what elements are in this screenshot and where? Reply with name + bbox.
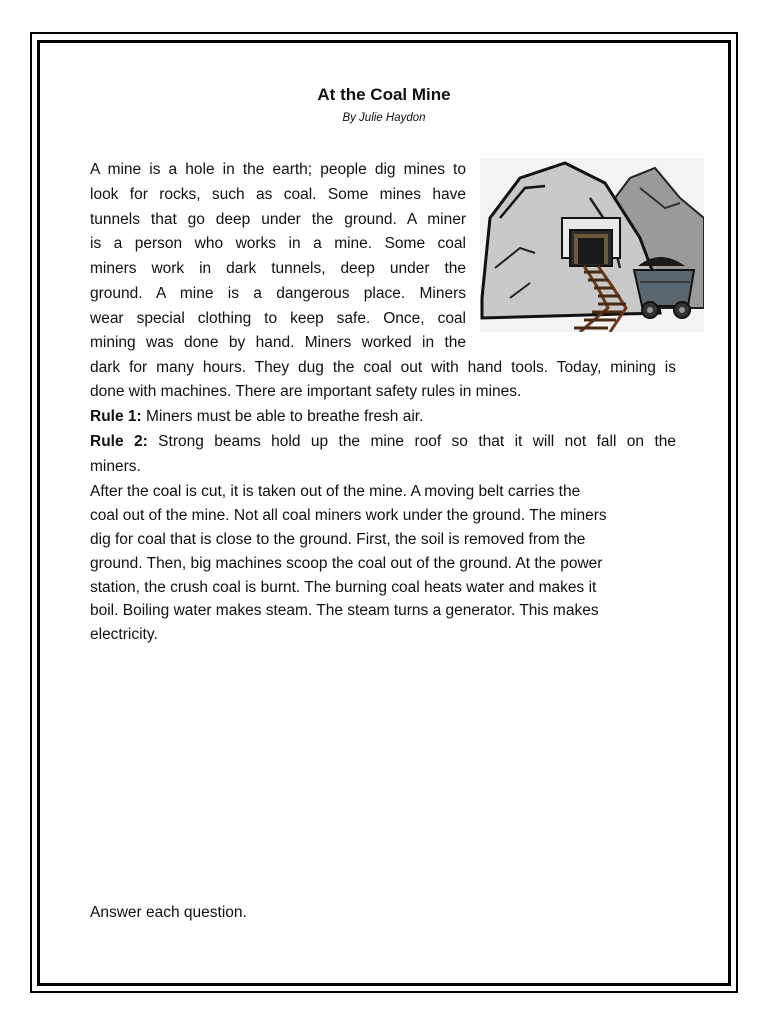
paragraph-line: look for rocks, such as coal. Some mines have [90,186,466,203]
paragraph-line: A mine is a hole in the earth; people dig mines to [90,161,466,178]
rule-2 [90,430,676,454]
paragraph-line: coal out of the mine. Not all coal miners work under the ground. The miners [90,507,607,524]
rule-2-continuation: miners. [90,458,141,475]
paragraph-line: electricity. [90,626,158,643]
paragraph-line: miners work in dark tunnels, deep under the [90,260,466,277]
paragraph-line: boil. Boiling water makes steam. The steam turns a generator. This makes [90,602,599,619]
paragraph-line: After the coal is cut, it is taken out of the mine. A moving belt carries the [90,483,581,500]
paragraph-line: dig for coal that is close to the ground. First, the soil is removed from the [90,531,586,548]
story-title: At the Coal Mine [317,85,451,104]
rule-1-label: Rule 1: [90,408,142,425]
rule-2-label: Rule 2: [90,433,148,450]
paragraph-line: ground. A mine is a dangerous place. Miners [90,285,466,302]
paragraph-line: is a person who works in a mine. Some coal [90,235,466,252]
paragraph-line: mining was done by hand. Miners worked in the [90,334,466,351]
paragraph-line: ground. Then, big machines scoop the coal out of the ground. At the power [90,555,603,572]
paragraph-line: tunnels that go deep under the ground. A miner [90,211,466,228]
story-author: By Julie Haydon [342,112,426,124]
paragraph-line: dark for many hours. They dug the coal out with hand tools. Today, mining is [90,359,676,376]
paragraph-line: wear special clothing to keep safe. Once, coal [90,310,466,327]
rule-1 [90,405,690,429]
paragraph-line: done with machines. There are important safety rules in mines. [90,383,522,400]
rule-1-text: Miners must be able to breathe fresh air. [141,408,424,425]
instruction-text: Answer each question. [90,904,247,921]
rule-2-text: Strong beams hold up the mine roof so that it will not fall on the [147,433,676,450]
coal-mine-illustration [480,158,704,332]
paragraph-line: station, the crush coal is burnt. The burning coal heats water and makes it [90,579,597,596]
